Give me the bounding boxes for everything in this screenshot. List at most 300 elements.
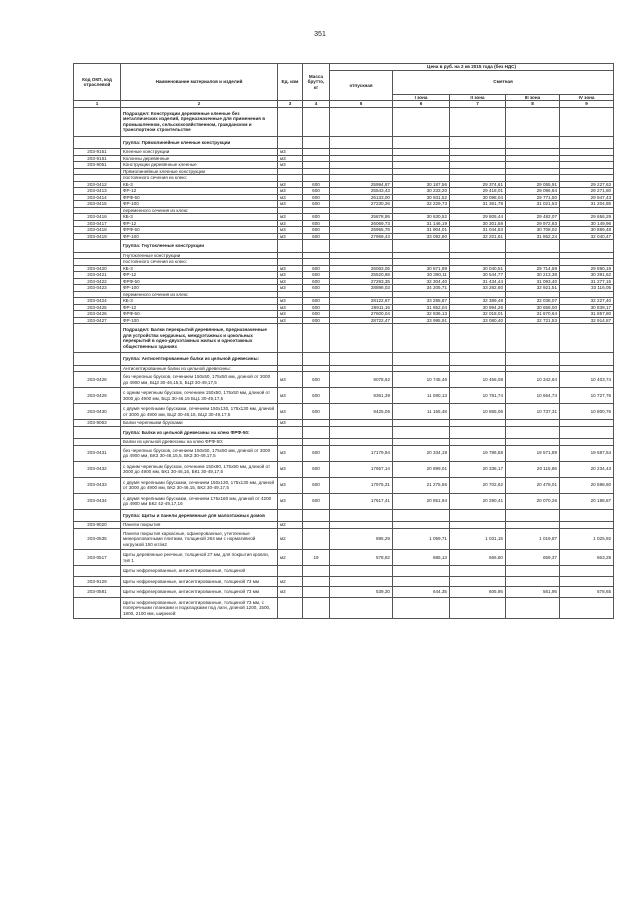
empty-cell (560, 107, 614, 136)
group-title: Группа: Антисептированные балки из цельной древесины: (121, 353, 278, 366)
empty-cell (303, 107, 330, 136)
empty-cell (330, 136, 393, 149)
price-zone-3: 10 737,31 (506, 404, 560, 420)
price-release: 25543,43 (330, 188, 393, 195)
price-zone-3: 20 115,86 (506, 461, 560, 477)
item-name: с одним черепным бруском, сечением 150х50, 175х50 мм, длиной от 3000 до 4900 мм, БЦ1 30-46,15 БЦ1 30-49,17,5 (121, 388, 278, 404)
price-zone-1: 31 852,04 (393, 304, 450, 311)
item-name: ФР-12 (121, 304, 278, 311)
price-zone-4 (560, 576, 614, 587)
price-zone-2: 30 994,26 (450, 304, 506, 311)
empty-cell (393, 353, 450, 366)
price-zone-2: 30 098,04 (450, 194, 506, 201)
price-release: 25878,95 (330, 214, 393, 221)
item-code: 203-9129 (74, 576, 121, 587)
empty-cell (560, 426, 614, 439)
item-name: Гнутоклееные конструкции (121, 252, 278, 259)
price-zone-3: 10 664,74 (506, 388, 560, 404)
item-mass: 600 (303, 317, 330, 324)
table-row (74, 528, 614, 550)
item-name: Щиты деревянные реечные, толщиной 27 мм, для покрытия кровли, тип 1 (121, 550, 278, 566)
price-zone-4: 578,65 (560, 587, 614, 598)
price-zone-4: 10 727,76 (560, 388, 614, 404)
empty-cell (506, 324, 560, 353)
item-unit: м2 (278, 528, 303, 550)
item-unit: м3 (278, 214, 303, 221)
price-zone-3: 659,37 (506, 550, 560, 566)
empty-cell (303, 509, 330, 522)
item-name: Щиты нефрезерованные, антисептированные, толщиной 73 мм (121, 587, 278, 598)
item-unit: м3 (278, 227, 303, 234)
price-release: 25994,87 (330, 181, 393, 188)
price-zone-4: 10 800,76 (560, 404, 614, 420)
empty-cell (303, 426, 330, 439)
empty-cell (393, 240, 450, 253)
price-zone-2: 31 434,44 (450, 278, 506, 285)
header-zone-4: IV зона (560, 94, 614, 101)
price-zone-2: 20 290,41 (450, 493, 506, 509)
price-zone-1: 32 936,13 (393, 311, 450, 318)
price-zone-3: 29 771,50 (506, 194, 560, 201)
price-release: 17975,31 (330, 477, 393, 493)
price-release: 17617,41 (330, 493, 393, 509)
item-code: 203-0415 (74, 201, 121, 208)
item-code: 203-0422 (74, 278, 121, 285)
item-unit: м3 (278, 162, 303, 169)
empty-cell (330, 426, 393, 439)
item-mass (303, 528, 330, 550)
price-release: 17657,14 (330, 461, 393, 477)
price-zone-1: 685,13 (393, 550, 450, 566)
item-unit: м3 (278, 388, 303, 404)
item-mass: 600 (303, 194, 330, 201)
price-zone-4: 29 947,43 (560, 194, 614, 201)
empty-cell (450, 324, 506, 353)
price-zone-1: 20 899,01 (393, 461, 450, 477)
item-name: ФРФ-50 (121, 311, 278, 318)
item-name: ФРФ-50 (121, 194, 278, 201)
price-zone-3: 32 721,53 (506, 317, 560, 324)
price-zone-4 (560, 566, 614, 577)
item-name: ФРФ-50 (121, 227, 278, 234)
price-zone-3: 29 972,83 (506, 220, 560, 227)
empty-cell (278, 324, 303, 353)
item-code: 203-0432 (74, 461, 121, 477)
item-unit: м3 (278, 149, 303, 156)
group-row (74, 509, 614, 522)
item-code: 203-9151 (74, 149, 121, 156)
page-number: 351 (314, 31, 326, 38)
item-mass (303, 566, 330, 577)
group-row (74, 240, 614, 253)
header-release: отпускная (330, 70, 393, 101)
price-zone-3: 31 852,24 (506, 233, 560, 240)
item-mass: 600 (303, 372, 330, 388)
price-release: 28722,47 (330, 317, 393, 324)
item-unit: м3 (278, 272, 303, 279)
header-price-group: Цена в руб. на 2 кв 2015 года (без НДС) (330, 64, 614, 71)
item-name: ФР-12 (121, 188, 278, 195)
item-name: ФРФ-50 (121, 278, 278, 285)
price-zone-3: 561,95 (506, 587, 560, 598)
item-code: 203-0429 (74, 388, 121, 404)
price-release: 27230,26 (330, 201, 393, 208)
empty-cell (560, 353, 614, 366)
price-zone-4: 1 025,92 (560, 528, 614, 550)
empty-cell (393, 426, 450, 439)
price-zone-2: 29 418,01 (450, 188, 506, 195)
table-row (74, 372, 614, 388)
item-mass: 600 (303, 461, 330, 477)
price-zone-4: 30 839,17 (560, 304, 614, 311)
price-zone-1: 31 146,19 (393, 220, 450, 227)
item-code: 203-0431 (74, 445, 121, 461)
price-zone-2: 19 786,58 (450, 445, 506, 461)
item-mass: 600 (303, 265, 330, 272)
item-code: 203-0517 (74, 550, 121, 566)
price-release: 26911,16 (330, 304, 393, 311)
item-unit: м3 (278, 420, 303, 427)
empty-cell (506, 107, 560, 136)
price-zone-2: 20 702,62 (450, 477, 506, 493)
item-name: Прямолинейные клееные конструкции (121, 168, 278, 175)
item-code: 203-0417 (74, 220, 121, 227)
price-zone-4: 30 889,48 (560, 227, 614, 234)
price-zone-3: 29 096,84 (506, 188, 560, 195)
price-zone-1: 10 745,46 (393, 372, 450, 388)
item-unit: м3 (278, 220, 303, 227)
item-unit: м3 (278, 201, 303, 208)
empty-cell (278, 136, 303, 149)
item-code: 203-0427 (74, 317, 121, 324)
item-mass: 600 (303, 477, 330, 493)
price-zone-1: 21 275,56 (393, 477, 450, 493)
item-code: 203-9020 (74, 522, 121, 529)
price-zone-3 (506, 597, 560, 619)
price-release: 9078,62 (330, 372, 393, 388)
empty-cell (303, 353, 330, 366)
item-code: 203-0416 (74, 214, 121, 221)
price-zone-2: 32 389,48 (450, 298, 506, 305)
price-zone-3: 31 670,64 (506, 311, 560, 318)
item-code: 203-9161 (74, 155, 121, 162)
item-unit (278, 566, 303, 577)
subsection-title: Подраздел: Балки перекрытий деревянные, предназначенные для устройства чердачных, междуэтажных и цокольных перекрытий в одно-двухэтажных жилых и одноэтажных общественных зданиях (121, 324, 278, 353)
price-release (330, 566, 393, 577)
price-zone-4: 20 234,43 (560, 461, 614, 477)
price-zone-4: 10 403,74 (560, 372, 614, 388)
item-code: 203-9051 (74, 162, 121, 169)
empty-cell (303, 136, 330, 149)
item-name: с двумя черепными брусками, сечением 175х160 мм, длиной от 4200 до 4900 мм БК2 42-49,17,16 (121, 493, 278, 509)
price-zone-4: 30 149,96 (560, 220, 614, 227)
item-mass: 600 (303, 233, 330, 240)
table-row (74, 576, 614, 587)
empty-cell (450, 107, 506, 136)
empty-cell (560, 136, 614, 149)
item-mass: 600 (303, 278, 330, 285)
price-release: 27293,35 (330, 278, 393, 285)
item-name: ФР-100 (121, 233, 278, 240)
price-zone-2 (450, 576, 506, 587)
price-zone-3: 30 708,02 (506, 227, 560, 234)
price-zone-4: 29 890,19 (560, 265, 614, 272)
col-num: 1 (74, 101, 121, 108)
price-zone-4: 31 204,85 (560, 201, 614, 208)
empty-cell (560, 324, 614, 353)
col-num: 3 (278, 101, 303, 108)
group-title: Группа: Гнутоклееные конструкции (121, 240, 278, 253)
price-zone-3: 29 482,07 (506, 214, 560, 221)
item-code: 203-0419 (74, 233, 121, 240)
price-zone-1 (393, 576, 450, 587)
price-release: 28122,67 (330, 298, 393, 305)
empty-cell (278, 509, 303, 522)
price-release: 539,30 (330, 587, 393, 598)
item-unit: м3 (278, 265, 303, 272)
price-zone-1: 32 229,73 (393, 201, 450, 208)
item-code: 203-0421 (74, 272, 121, 279)
item-mass: 600 (303, 285, 330, 292)
price-zone-1: 11 080,13 (393, 388, 450, 404)
col-num: 4 (303, 101, 330, 108)
item-code: 203-0426 (74, 311, 121, 318)
price-release: 17179,94 (330, 445, 393, 461)
price-zone-1: 31 904,01 (393, 227, 450, 234)
item-mass: 600 (303, 445, 330, 461)
item-code: 203-0425 (74, 304, 121, 311)
price-zone-1: 32 304,40 (393, 278, 450, 285)
item-mass: 600 (303, 404, 330, 420)
price-release (330, 576, 393, 587)
table-row (74, 587, 614, 598)
price-zone-2: 33 282,60 (450, 285, 506, 292)
item-mass: 600 (303, 181, 330, 188)
price-zone-4: 31 277,15 (560, 278, 614, 285)
item-name: Клееные конструкции (121, 149, 278, 156)
empty-cell (560, 240, 614, 253)
table-row (74, 461, 614, 477)
item-name: без черепных брусков, сечением 150х50, 175х50 мм, длиной от 3000 до 4900 мм, БЦ3 30-46,15,5, БЦ3 30-49,17,5 (121, 372, 278, 388)
price-release: 26955,76 (330, 227, 393, 234)
item-mass (303, 597, 330, 619)
price-zone-1 (393, 597, 450, 619)
price-zone-3: 1 019,87 (506, 528, 560, 550)
price-zone-3: 29 714,59 (506, 265, 560, 272)
price-zone-3: 32 038,07 (506, 298, 560, 305)
price-zone-3: 29 055,91 (506, 181, 560, 188)
price-zone-4: 32 040,47 (560, 233, 614, 240)
price-release: 26069,73 (330, 220, 393, 227)
subsection-row (74, 107, 614, 136)
code-cell (74, 136, 121, 149)
empty-cell (303, 240, 330, 253)
price-zone-1 (393, 566, 450, 577)
item-code: 203-0430 (74, 404, 121, 420)
code-cell (74, 353, 121, 366)
item-name: Балки из цельной древесины на клею ФРФ-50: (121, 439, 278, 446)
item-unit: м3 (278, 317, 303, 324)
price-release (330, 597, 393, 619)
item-name: ФР-100 (121, 317, 278, 324)
item-mass (303, 587, 330, 598)
price-release: 25520,88 (330, 272, 393, 279)
empty-cell (506, 353, 560, 366)
price-zone-2: 10 456,08 (450, 372, 506, 388)
item-unit: м2 (278, 550, 303, 566)
price-zone-2: 29 374,61 (450, 181, 506, 188)
item-unit: м3 (278, 311, 303, 318)
header-zone-2: II зона (450, 94, 506, 101)
empty-cell (450, 240, 506, 253)
code-cell (74, 426, 121, 439)
price-zone-4: 32 914,87 (560, 317, 614, 324)
item-mass: 19 (303, 550, 330, 566)
price-zone-1: 30 630,52 (393, 214, 450, 221)
item-unit: м3 (278, 477, 303, 493)
price-zone-3: 20 478,01 (506, 477, 560, 493)
code-cell (74, 509, 121, 522)
item-name: Колонны деревянные (121, 155, 278, 162)
item-unit: м3 (278, 285, 303, 292)
col-num: 2 (121, 101, 278, 108)
item-unit: м2 (278, 587, 303, 598)
header-code: Код ОКП, код отраслевой (74, 64, 121, 101)
price-release: 9425,05 (330, 404, 393, 420)
empty-cell (303, 324, 330, 353)
price-zone-2: 1 031,15 (450, 528, 506, 550)
price-zone-2: 20 335,17 (450, 461, 506, 477)
item-unit: м3 (278, 194, 303, 201)
item-mass: 600 (303, 298, 330, 305)
price-zone-1: 34 205,71 (393, 285, 450, 292)
price-zone-2: 605,95 (450, 587, 506, 598)
price-zone-1: 11 155,48 (393, 404, 450, 420)
item-name: КБ-3 (121, 181, 278, 188)
item-unit: м3 (278, 278, 303, 285)
item-unit: м3 (278, 493, 303, 509)
price-zone-2: 33 080,40 (450, 317, 506, 324)
item-name: ФР-12 (121, 220, 278, 227)
price-release: 26133,00 (330, 194, 393, 201)
price-zone-4: 663,28 (560, 550, 614, 566)
item-code: 203-0413 (74, 188, 121, 195)
price-zone-2: 29 805,44 (450, 214, 506, 221)
item-name: Балки черепными брусками (121, 420, 278, 427)
price-zone-1: 644,35 (393, 587, 450, 598)
item-name: без черепных брусков, сечением 150х50, 175х50 мм, длиной от 3000 до 4900 мм, БКЗ 30-46,15,5, БКЗ 30-49,17,5 (121, 445, 278, 461)
item-code: 203-0412 (74, 181, 121, 188)
price-zone-2: 666,60 (450, 550, 506, 566)
price-zone-3: 19 571,89 (506, 445, 560, 461)
item-code (74, 597, 121, 619)
item-name: переменного сечения из клею: (121, 291, 278, 298)
empty-cell (393, 509, 450, 522)
price-zone-3: 31 093,40 (506, 278, 560, 285)
price-release: 27600,04 (330, 311, 393, 318)
price-zone-2: 10 855,06 (450, 404, 506, 420)
table-row (74, 597, 614, 619)
item-unit: м2 (278, 522, 303, 529)
item-mass: 600 (303, 388, 330, 404)
price-zone-4: 31 857,80 (560, 311, 614, 318)
group-row (74, 426, 614, 439)
item-name: Антисептированные балки из цельной древесины: (121, 365, 278, 372)
subsection-row (74, 324, 614, 353)
price-zone-2: 32 201,61 (450, 233, 506, 240)
item-name: постоянного сечения из клею: (121, 175, 278, 182)
item-unit: м3 (278, 372, 303, 388)
table-row (74, 550, 614, 566)
empty-cell (330, 107, 393, 136)
price-zone-2: 30 040,51 (450, 265, 506, 272)
code-cell (74, 107, 121, 136)
price-release: 27959,43 (330, 233, 393, 240)
col-num: 6 (393, 101, 450, 108)
price-zone-2 (450, 566, 506, 577)
price-zone-3: 10 342,64 (506, 372, 560, 388)
empty-cell (506, 240, 560, 253)
header-unit: Ед. изм (278, 64, 303, 101)
price-zone-3: 32 921,51 (506, 285, 560, 292)
item-code: 203-0423 (74, 285, 121, 292)
price-zone-1: 33 092,80 (393, 233, 450, 240)
item-code: 203-0428 (74, 372, 121, 388)
item-name: ФР-100 (121, 201, 278, 208)
price-zone-2 (450, 597, 506, 619)
item-code: 203-0434 (74, 493, 121, 509)
price-zone-4: 30 391,62 (560, 272, 614, 279)
item-unit: м3 (278, 188, 303, 195)
table-row (74, 388, 614, 404)
price-zone-3: 30 213,38 (506, 272, 560, 279)
item-mass: 600 (303, 272, 330, 279)
price-zone-1: 30 233,20 (393, 188, 450, 195)
empty-cell (450, 426, 506, 439)
subsection-title: Подраздел: Конструкции деревянные клееные без металлических изделий, предназначенные для применения в промышленном, сельскохозяйственном, гражданском и транспортном строительстве (121, 107, 278, 136)
price-zone-3 (506, 566, 560, 577)
group-title: Группа: Щиты и панели деревянные для малоэтажных домов (121, 509, 278, 522)
col-num: 7 (450, 101, 506, 108)
empty-cell (450, 509, 506, 522)
price-zone-4: 29 656,29 (560, 214, 614, 221)
item-mass: 600 (303, 220, 330, 227)
price-zone-2: 32 018,01 (450, 311, 506, 318)
price-zone-3: 30 658,00 (506, 304, 560, 311)
item-code: 203-0433 (74, 477, 121, 493)
price-zone-2: 30 301,58 (450, 220, 506, 227)
price-zone-4: 20 188,87 (560, 493, 614, 509)
item-unit: м2 (278, 576, 303, 587)
col-num: 5 (330, 101, 393, 108)
empty-cell (560, 509, 614, 522)
item-unit: м3 (278, 404, 303, 420)
item-name: КБ-3 (121, 214, 278, 221)
item-name: КБ-3 (121, 298, 278, 305)
price-release: 28898,03 (330, 285, 393, 292)
table-row (74, 493, 614, 509)
item-mass: 600 (303, 188, 330, 195)
empty-cell (330, 353, 393, 366)
group-row (74, 136, 614, 149)
empty-cell (330, 240, 393, 253)
empty-cell (278, 426, 303, 439)
price-zone-2: 10 781,74 (450, 388, 506, 404)
item-name: ФР-100 (121, 285, 278, 292)
item-name: Щиты нефрезерованные, антисептированные, толщиной (121, 566, 278, 577)
empty-cell (278, 107, 303, 136)
price-zone-1: 30 187,56 (393, 181, 450, 188)
